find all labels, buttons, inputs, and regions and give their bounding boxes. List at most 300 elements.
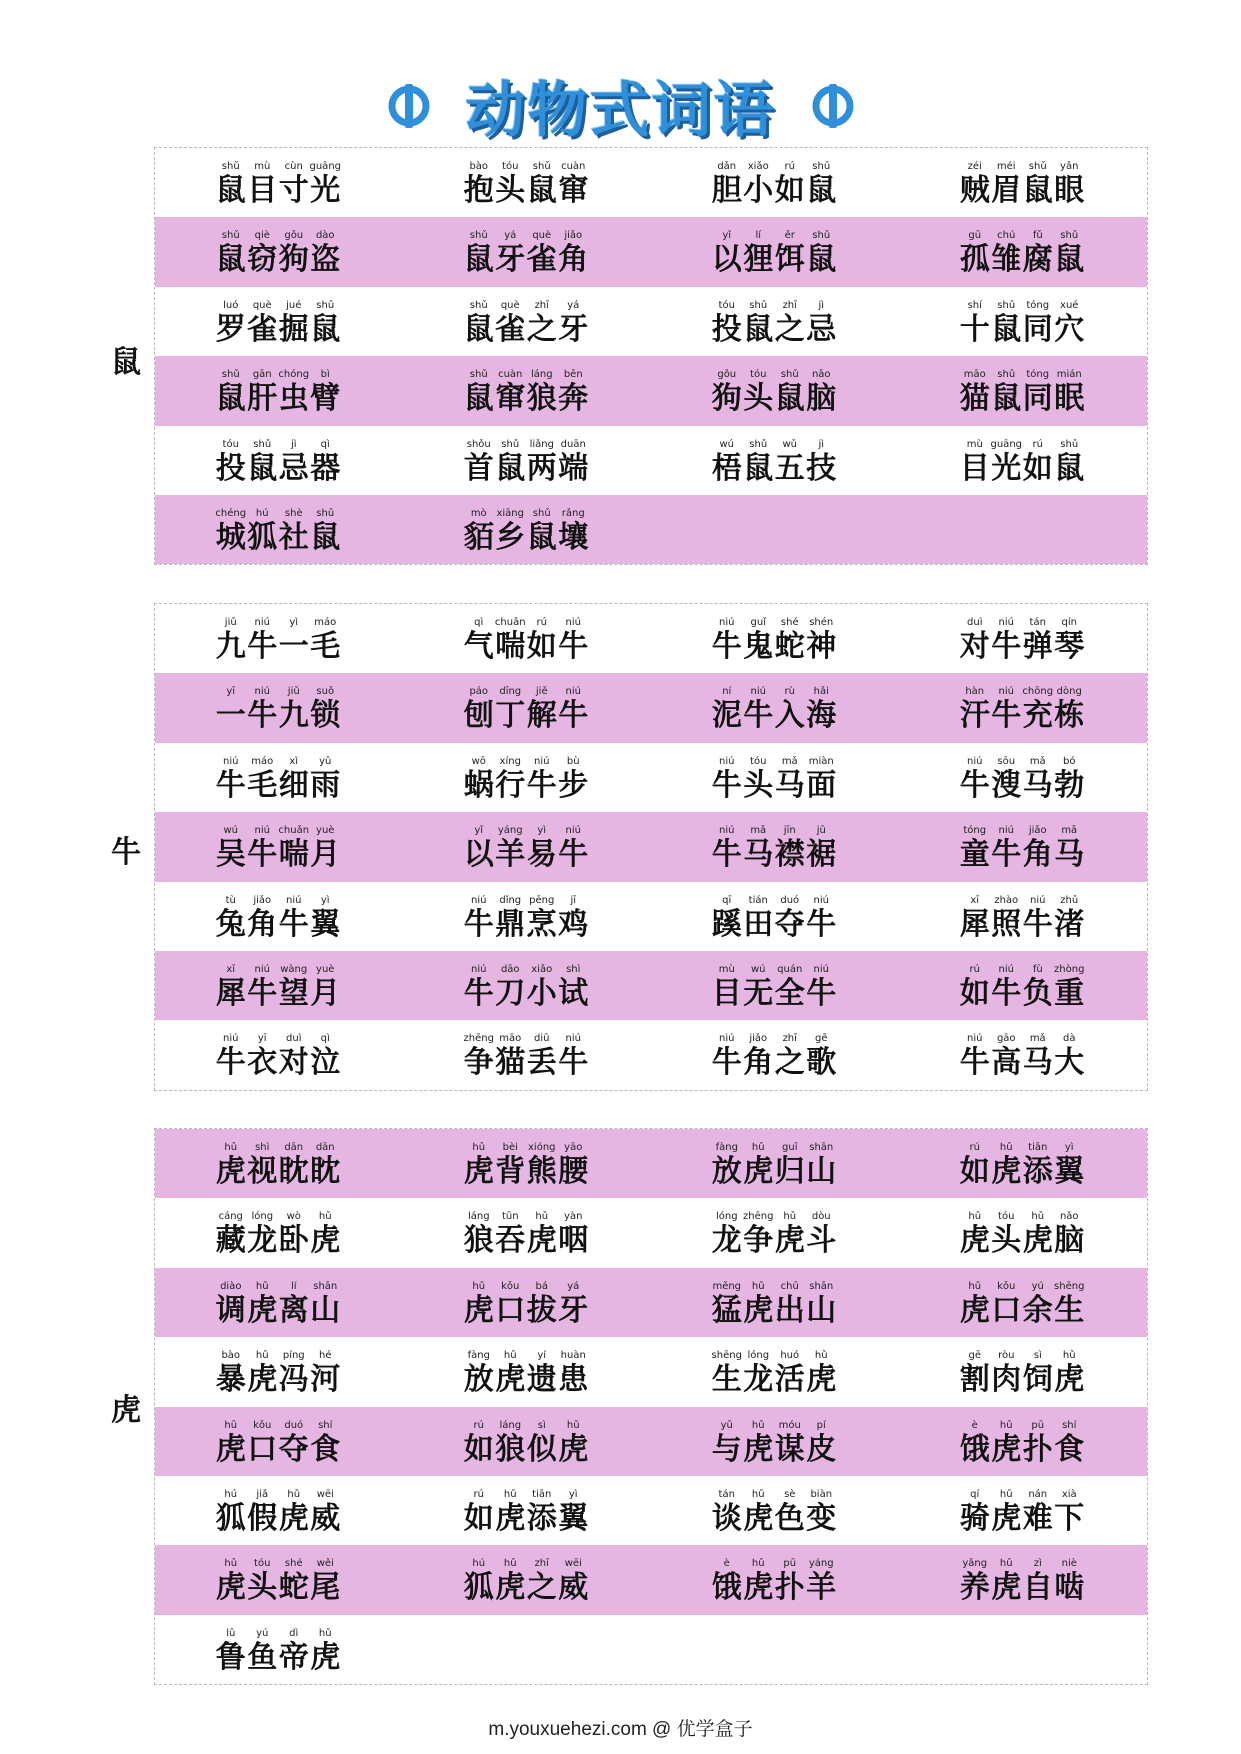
idiom	[711, 825, 837, 873]
hanzi: 之	[526, 1570, 557, 1606]
pinyin: hǔ	[255, 1350, 269, 1362]
hanzi: 如	[463, 1500, 494, 1536]
idiom-char	[278, 1142, 310, 1190]
hanzi: 狸	[743, 242, 774, 278]
idiom	[463, 439, 589, 487]
hanzi: 蛇	[774, 629, 805, 664]
pinyin: shān	[809, 1280, 834, 1292]
idiom	[215, 1558, 341, 1606]
pinyin: jīn	[783, 825, 796, 837]
pinyin: yàn	[564, 1211, 583, 1223]
pinyin: dān	[284, 1142, 304, 1153]
idiom-cell	[155, 1476, 403, 1545]
pinyin: mián	[1056, 369, 1082, 381]
hanzi: 猫	[959, 381, 990, 417]
hanzi: 渚	[1054, 906, 1085, 942]
pinyin: yì	[289, 617, 299, 628]
hanzi: 如	[959, 1154, 990, 1189]
hanzi: 以	[711, 242, 742, 278]
idiom-cell	[651, 604, 899, 673]
idiom-cell	[403, 1020, 651, 1089]
idiom-char	[711, 686, 743, 734]
idiom-char	[526, 1142, 558, 1190]
hanzi: 虎	[215, 1154, 246, 1189]
hanzi: 口	[991, 1292, 1022, 1328]
pinyin: qì	[320, 438, 330, 450]
pinyin: yá	[567, 299, 580, 311]
hanzi: 河	[310, 1362, 341, 1398]
hanzi: 脑	[806, 381, 837, 417]
hanzi: 调	[215, 1292, 246, 1328]
idiom	[215, 1033, 341, 1081]
pinyin: tóu	[718, 299, 735, 311]
idiom-cell	[899, 495, 1147, 564]
pinyin: rú	[784, 161, 795, 172]
idiom-cell	[155, 1337, 403, 1406]
pinyin: shè	[284, 507, 303, 519]
pinyin: guāng	[990, 438, 1022, 450]
idiom-char	[526, 230, 558, 278]
idiom-char	[806, 230, 838, 278]
idiom	[959, 1211, 1085, 1259]
pinyin: shǔ	[780, 369, 799, 381]
idiom-char	[711, 1558, 743, 1606]
pinyin: hé	[319, 1350, 332, 1362]
hanzi: 目	[711, 975, 742, 1011]
idiom-char	[774, 964, 806, 1012]
pinyin: mǎ	[1029, 755, 1046, 767]
hanzi: 鼠	[310, 311, 341, 347]
hanzi: 之	[774, 311, 805, 347]
idiom	[959, 1420, 1085, 1468]
hanzi: 衣	[247, 1045, 278, 1081]
pinyin: qiè	[254, 230, 270, 242]
hanzi: 器	[310, 450, 341, 486]
pinyin: shé	[284, 1558, 303, 1570]
idiom-cell	[651, 1020, 899, 1089]
idiom	[215, 617, 341, 665]
pinyin: huó	[780, 1350, 800, 1362]
hanzi: 山	[310, 1292, 341, 1328]
idiom-char	[310, 1350, 342, 1398]
idiom-char	[463, 1350, 495, 1398]
idiom-cell	[403, 1268, 651, 1337]
idiom-char	[743, 825, 775, 873]
hanzi: 鼠	[463, 381, 494, 417]
idiom-char	[247, 1211, 279, 1259]
idiom	[711, 686, 837, 734]
idiom-char	[215, 1033, 247, 1081]
idiom-char	[247, 1489, 279, 1537]
pinyin: mù	[718, 963, 735, 975]
hanzi: 变	[806, 1500, 837, 1536]
idiom-cell	[899, 743, 1147, 812]
hanzi: 栋	[1054, 698, 1085, 734]
pinyin: chú	[997, 230, 1016, 242]
hanzi: 小	[526, 975, 557, 1011]
idiom-char	[463, 439, 495, 487]
idiom-char	[1022, 1350, 1054, 1398]
idiom-char	[1054, 1420, 1086, 1468]
idiom-char	[558, 1489, 590, 1537]
hanzi: 眼	[1054, 173, 1085, 208]
hanzi: 雀	[247, 311, 278, 347]
pinyin: yì	[537, 825, 547, 837]
hanzi: 以	[463, 837, 494, 873]
footer-credit: m.youxuehezi.com @ 优学盒子	[488, 1719, 753, 1740]
idiom-char	[558, 439, 590, 487]
idiom-char	[806, 825, 838, 873]
pinyin: lǔ	[226, 1627, 236, 1639]
idiom	[463, 369, 589, 417]
pinyin: láng	[530, 369, 553, 381]
idiom-char	[991, 756, 1023, 804]
pinyin: mǎ	[1061, 825, 1078, 837]
pinyin: shǔ	[532, 507, 551, 519]
pinyin: lóng	[747, 1350, 770, 1362]
hanzi: 放	[711, 1154, 742, 1189]
pinyin: hǔ	[1062, 1350, 1076, 1362]
pinyin: xī	[226, 963, 236, 975]
pinyin: niú	[534, 755, 550, 767]
idiom-char	[526, 369, 558, 417]
pinyin: nǎo	[1059, 1211, 1079, 1223]
idiom-char	[247, 230, 279, 278]
hanzi: 两	[526, 450, 557, 486]
pinyin: hǔ	[783, 1211, 797, 1223]
idiom-char	[558, 686, 590, 734]
idiom-cell	[155, 1198, 403, 1267]
idiom-char	[463, 1211, 495, 1259]
pinyin: kǒu	[501, 1280, 520, 1292]
idiom-char	[991, 617, 1023, 665]
hanzi: 虎	[743, 1431, 774, 1467]
idiom-char	[215, 230, 247, 278]
hanzi: 谋	[774, 1431, 805, 1467]
idiom-char	[1054, 617, 1086, 665]
pinyin: niú	[254, 617, 270, 628]
hanzi: 九	[278, 698, 309, 734]
hanzi: 皮	[806, 1431, 837, 1467]
hanzi: 争	[743, 1223, 774, 1259]
pinyin: guī	[782, 1142, 798, 1153]
pinyin: pū	[783, 1558, 797, 1570]
pinyin: zhēng	[463, 1033, 494, 1045]
idiom-char	[495, 964, 527, 1012]
idiom-char	[278, 825, 310, 873]
hanzi: 余	[1022, 1292, 1053, 1328]
hanzi: 毛	[310, 629, 341, 664]
pinyin: hǔ	[968, 1280, 982, 1292]
pinyin: luó	[223, 299, 239, 311]
pinyin: xióng	[528, 1142, 556, 1153]
idiom-char	[743, 1558, 775, 1606]
idiom-cell	[651, 495, 899, 564]
idiom-char	[463, 1558, 495, 1606]
hanzi: 牛	[806, 906, 837, 942]
idiom-char	[463, 1033, 495, 1081]
idiom-char	[495, 439, 527, 487]
pinyin: niú	[967, 1033, 983, 1045]
hanzi: 虎	[806, 1362, 837, 1398]
hanzi: 胆	[711, 173, 742, 208]
idiom-char	[806, 1420, 838, 1468]
hanzi: 投	[215, 450, 246, 486]
idiom-char	[806, 756, 838, 804]
idiom-char	[774, 617, 806, 665]
pinyin: shǔ	[749, 299, 768, 311]
pinyin: nán	[1028, 1488, 1048, 1500]
idiom-char	[711, 1033, 743, 1081]
idiom-char	[215, 895, 247, 943]
idiom-char	[215, 686, 247, 734]
hanzi: 雀	[495, 311, 526, 347]
pinyin: niú	[719, 825, 735, 837]
idiom-char	[526, 1033, 558, 1081]
pinyin: zhēng	[743, 1211, 774, 1223]
idiom-cell	[403, 1337, 651, 1406]
hanzi: 似	[526, 1431, 557, 1467]
idiom-char	[991, 230, 1023, 278]
hanzi: 蹊	[711, 906, 742, 942]
idiom-char	[278, 756, 310, 804]
idiom-char	[1054, 895, 1086, 943]
idiom-char	[959, 964, 991, 1012]
pinyin: tù	[225, 894, 236, 906]
idiom-cell	[899, 1129, 1147, 1198]
idiom-char	[463, 964, 495, 1012]
idiom	[215, 1628, 341, 1676]
idiom	[215, 1489, 341, 1537]
idiom-char	[959, 1211, 991, 1259]
pinyin: jiǎo	[1028, 825, 1047, 837]
idiom-char	[495, 1420, 527, 1468]
idiom-char	[495, 1489, 527, 1537]
idiom-cell	[155, 812, 403, 881]
hanzi: 城	[215, 519, 246, 555]
pinyin: shēng	[711, 1350, 742, 1362]
idiom-row	[155, 1545, 1147, 1614]
idiom-char	[711, 1142, 743, 1190]
hanzi: 牛	[959, 767, 990, 803]
hanzi: 丁	[495, 698, 526, 734]
hanzi: 色	[774, 1500, 805, 1536]
idiom-char	[1054, 300, 1086, 348]
hanzi: 望	[278, 975, 309, 1011]
pinyin: cuàn	[498, 369, 523, 381]
idiom-cell	[651, 1129, 899, 1198]
pinyin: bó	[1063, 755, 1076, 767]
pinyin: wǔ	[782, 438, 798, 450]
pinyin: shǔ	[1060, 230, 1079, 242]
idiom-char	[991, 1558, 1023, 1606]
idiom-char	[247, 1281, 279, 1329]
pinyin: yá	[567, 1280, 580, 1292]
idiom-cell	[155, 495, 403, 564]
idiom-char	[215, 439, 247, 487]
hanzi: 猫	[495, 1045, 526, 1081]
pinyin: duó	[780, 894, 800, 906]
pinyin: hǔ	[751, 1488, 765, 1500]
idiom-char	[959, 756, 991, 804]
hanzi: 口	[247, 1431, 278, 1467]
hanzi: 雀	[526, 242, 557, 278]
hanzi: 田	[743, 906, 774, 942]
pinyin: hǔ	[535, 1211, 549, 1223]
hanzi: 光	[310, 173, 341, 208]
idiom-char	[991, 369, 1023, 417]
pinyin: yǐ	[474, 825, 484, 837]
hanzi: 穴	[1054, 311, 1085, 347]
hanzi: 掘	[278, 311, 309, 347]
hanzi: 牛	[711, 767, 742, 803]
hanzi: 腰	[558, 1154, 589, 1189]
hanzi: 牛	[247, 698, 278, 734]
idiom-char	[526, 825, 558, 873]
idiom-char	[1022, 1033, 1054, 1081]
idiom-cell	[651, 1476, 899, 1545]
right-deco-icon	[810, 83, 856, 129]
idiom-char	[247, 300, 279, 348]
idiom	[711, 439, 837, 487]
pinyin: máo	[314, 617, 337, 628]
pinyin: shǔ	[221, 161, 240, 172]
idiom-char	[558, 1033, 590, 1081]
idiom-cell	[651, 287, 899, 356]
pinyin: shǔ	[316, 299, 335, 311]
idiom-char	[774, 1558, 806, 1606]
idiom-char	[495, 1211, 527, 1259]
idiom-char	[1054, 439, 1086, 487]
hanzi: 虎	[215, 1570, 246, 1606]
pinyin: rú	[473, 1488, 484, 1500]
hanzi: 牛	[558, 629, 589, 664]
pinyin: quán	[777, 963, 803, 975]
idiom-char	[1022, 1211, 1054, 1259]
idiom-char	[743, 756, 775, 804]
pinyin: gǒu	[717, 369, 737, 381]
hanzi: 饲	[1022, 1362, 1053, 1398]
idiom	[463, 1558, 589, 1606]
hanzi: 肝	[247, 381, 278, 417]
idiom-char	[711, 300, 743, 348]
hanzi: 犀	[959, 906, 990, 942]
hanzi: 假	[247, 1500, 278, 1536]
hanzi: 鲁	[215, 1639, 246, 1675]
idiom-char	[743, 1142, 775, 1190]
idiom	[215, 964, 341, 1012]
pinyin: hǔ	[224, 1142, 238, 1153]
idiom	[463, 1420, 589, 1468]
idiom-char	[774, 825, 806, 873]
hanzi: 帝	[278, 1639, 309, 1675]
pinyin: fàng	[467, 1350, 490, 1362]
hanzi: 行	[495, 767, 526, 803]
pinyin: bào	[469, 161, 489, 172]
idiom-char	[959, 1420, 991, 1468]
idiom-cell	[403, 426, 651, 495]
idiom-cell	[899, 1476, 1147, 1545]
idiom	[711, 1033, 837, 1081]
hanzi: 雏	[991, 242, 1022, 278]
idiom-char	[247, 369, 279, 417]
pinyin: jì	[818, 299, 825, 311]
pinyin: wú	[750, 963, 766, 975]
pinyin: yí	[537, 1350, 547, 1362]
hanzi: 猛	[711, 1292, 742, 1328]
idiom	[463, 161, 589, 209]
pinyin: zhī	[782, 299, 797, 311]
pinyin: niú	[286, 894, 302, 906]
idiom-char	[310, 1558, 342, 1606]
idiom-char	[463, 1142, 495, 1190]
pinyin: méi	[996, 161, 1016, 172]
pinyin: zhào	[994, 894, 1019, 906]
idiom-char	[1054, 686, 1086, 734]
pinyin: duān	[560, 438, 586, 450]
idiom	[711, 1558, 837, 1606]
hanzi: 鼠	[743, 311, 774, 347]
idiom-row	[155, 1476, 1147, 1545]
hanzi: 泣	[310, 1045, 341, 1081]
pinyin: jiě	[535, 686, 548, 698]
idiom-cell	[155, 743, 403, 812]
idiom-char	[310, 439, 342, 487]
idiom-cell	[403, 217, 651, 286]
idiom-char	[743, 617, 775, 665]
hanzi: 出	[774, 1292, 805, 1328]
idiom-char	[1022, 1142, 1054, 1190]
pinyin: hǔ	[814, 1350, 828, 1362]
idiom-char	[526, 617, 558, 665]
pinyin: mǎ	[781, 755, 798, 767]
hanzi: 马	[1054, 837, 1085, 873]
idiom-char	[743, 1211, 775, 1259]
idiom-char	[774, 1211, 806, 1259]
idiom-char	[959, 230, 991, 278]
hanzi: 马	[774, 767, 805, 803]
idiom-char	[1054, 1211, 1086, 1259]
pinyin: lí	[755, 230, 762, 242]
idiom-char	[991, 1350, 1023, 1398]
idiom	[463, 1350, 589, 1398]
idiom-char	[774, 1281, 806, 1329]
hanzi: 牛	[711, 629, 742, 664]
pinyin: wō	[471, 755, 486, 767]
pinyin: rú	[536, 617, 547, 628]
idiom-char	[310, 964, 342, 1012]
hanzi: 貊	[463, 519, 494, 555]
pinyin: tán	[718, 1488, 735, 1500]
hanzi: 刨	[463, 698, 494, 734]
hanzi: 细	[278, 767, 309, 803]
pinyin: bào	[221, 1350, 241, 1362]
idiom-cell	[899, 812, 1147, 881]
idiom-char	[278, 1558, 310, 1606]
idiom	[711, 230, 837, 278]
hanzi: 生	[1054, 1292, 1085, 1328]
idiom-char	[278, 230, 310, 278]
idiom-char	[991, 300, 1023, 348]
pinyin: niú	[719, 755, 735, 767]
hanzi: 牛	[711, 837, 742, 873]
idiom-cell	[899, 604, 1147, 673]
pinyin: tián	[748, 894, 768, 906]
idiom-char	[526, 300, 558, 348]
pinyin: hǔ	[224, 1419, 238, 1431]
hanzi: 眠	[1054, 381, 1085, 417]
idiom-char	[806, 1281, 838, 1329]
